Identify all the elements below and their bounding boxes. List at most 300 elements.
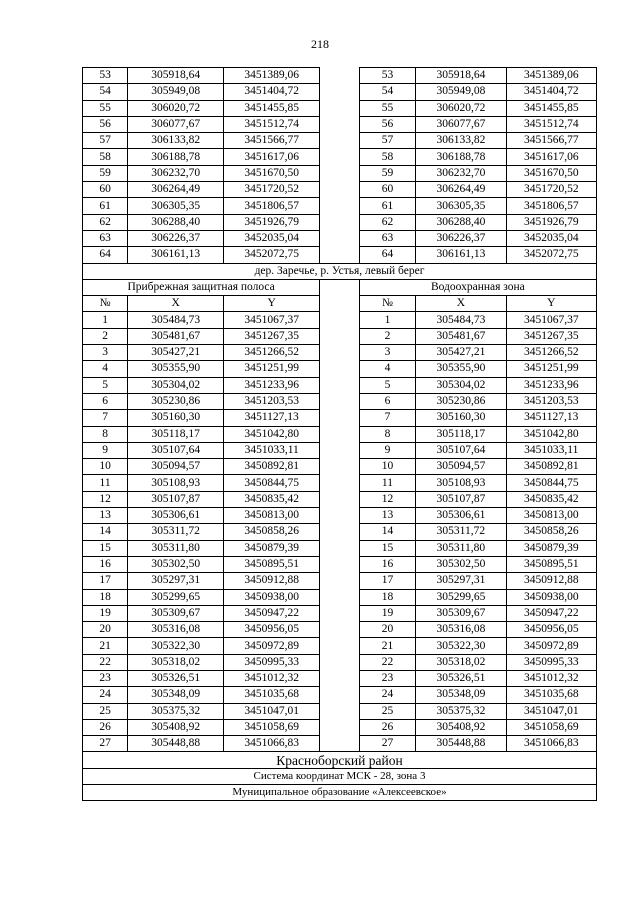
right-row-number: 12 (359, 491, 415, 507)
right-y-value: 3450879,39 (506, 540, 596, 556)
gap-cell (320, 100, 360, 116)
left-y-value: 3450892,81 (224, 459, 320, 475)
right-row-number: 10 (359, 459, 415, 475)
left-y-value: 3450995,33 (224, 654, 320, 670)
left-y-value: 3451512,74 (224, 116, 320, 132)
right-y-value: 3450956,05 (506, 622, 596, 638)
right-y-value: 3450844,75 (506, 475, 596, 491)
left-x-value: 305355,90 (128, 361, 224, 377)
right-y-value: 3450995,33 (506, 654, 596, 670)
gap-cell (320, 182, 360, 198)
right-row-number: 15 (359, 540, 415, 556)
right-y-value: 3451512,74 (506, 116, 596, 132)
left-row-number: 62 (83, 214, 128, 230)
right-row-number: 5 (359, 377, 415, 393)
gap-cell (320, 638, 360, 654)
gap-cell (320, 165, 360, 181)
table-row (83, 556, 597, 572)
table-row (83, 361, 597, 377)
left-y-value: 3451566,77 (224, 133, 320, 149)
right-y-value: 3451251,99 (506, 361, 596, 377)
left-x-value: 305108,93 (128, 475, 224, 491)
district-row (83, 752, 597, 768)
gap-cell (320, 149, 360, 165)
left-x-value: 305160,30 (128, 410, 224, 426)
right-row-number: 7 (359, 410, 415, 426)
gap-cell (320, 116, 360, 132)
right-x-value: 306305,35 (416, 198, 506, 214)
right-x-value: 305302,50 (416, 556, 506, 572)
gap-cell (320, 589, 360, 605)
left-row-number: 9 (83, 442, 128, 458)
left-y-value: 3451617,06 (224, 149, 320, 165)
right-row-number: 20 (359, 622, 415, 638)
right-y-value: 3451033,11 (506, 442, 596, 458)
table-row (83, 328, 597, 344)
right-y-value: 3452035,04 (506, 230, 596, 246)
left-row-number: 64 (83, 247, 128, 263)
left-y-value: 3450947,22 (224, 605, 320, 621)
table-row (83, 670, 597, 686)
gap-cell (320, 605, 360, 621)
right-row-number: 19 (359, 605, 415, 621)
section-header (83, 263, 597, 312)
right-x-value: 305322,30 (416, 638, 506, 654)
table-row (83, 198, 597, 214)
right-row-number: 8 (359, 426, 415, 442)
left-x-value: 305230,86 (128, 393, 224, 409)
left-row-number: 3 (83, 345, 128, 361)
left-row-number: 11 (83, 475, 128, 491)
left-y-value: 3450813,00 (224, 508, 320, 524)
gap-cell (320, 361, 360, 377)
table-row (83, 345, 597, 361)
left-row-number: 10 (83, 459, 128, 475)
right-row-number: 63 (359, 230, 415, 246)
gap-cell (320, 377, 360, 393)
right-row-number: 21 (359, 638, 415, 654)
left-y-value: 3452072,75 (224, 247, 320, 263)
left-row-number: 16 (83, 556, 128, 572)
left-y-value: 3451670,50 (224, 165, 320, 181)
right-x-value: 306161,13 (416, 247, 506, 263)
right-zone-heading: Водоохранная зона (359, 279, 596, 295)
left-row-number: 59 (83, 165, 128, 181)
right-x-value: 305949,08 (416, 84, 506, 100)
gap-cell (320, 393, 360, 409)
right-row-number: 61 (359, 198, 415, 214)
right-y-value: 3450972,89 (506, 638, 596, 654)
right-row-number: 11 (359, 475, 415, 491)
table-row (83, 230, 597, 246)
gap-cell (320, 410, 360, 426)
right-row-number: 55 (359, 100, 415, 116)
gap-cell (320, 475, 360, 491)
left-x-value: 305107,64 (128, 442, 224, 458)
right-x-value: 305304,02 (416, 377, 506, 393)
left-y-value: 3451806,57 (224, 198, 320, 214)
right-x-value: 305481,67 (416, 328, 506, 344)
right-x-value: 305297,31 (416, 573, 506, 589)
left-y-value: 3450895,51 (224, 556, 320, 572)
left-row-number: 60 (83, 182, 128, 198)
right-x-value: 305408,92 (416, 719, 506, 735)
gap-cell (320, 654, 360, 670)
col-number-header: № (83, 296, 128, 312)
table-row (83, 573, 597, 589)
right-y-value: 3451267,35 (506, 328, 596, 344)
left-y-value: 3451035,68 (224, 687, 320, 703)
right-row-number: 4 (359, 361, 415, 377)
col-x-header: X (416, 296, 506, 312)
right-row-number: 54 (359, 84, 415, 100)
right-y-value: 3451047,01 (506, 703, 596, 719)
left-x-value: 306020,72 (128, 100, 224, 116)
right-row-number: 17 (359, 573, 415, 589)
left-x-value: 305427,21 (128, 345, 224, 361)
left-row-number: 22 (83, 654, 128, 670)
right-y-value: 3451617,06 (506, 149, 596, 165)
left-x-value: 305918,64 (128, 68, 224, 84)
right-x-value: 306077,67 (416, 116, 506, 132)
right-x-value: 305107,64 (416, 442, 506, 458)
table-row (83, 605, 597, 621)
right-y-value: 3451035,68 (506, 687, 596, 703)
left-row-number: 61 (83, 198, 128, 214)
gap-cell (320, 573, 360, 589)
table-row (83, 703, 597, 719)
gap-cell (320, 491, 360, 507)
right-y-value: 3451058,69 (506, 719, 596, 735)
district-title: Красноборский район (83, 752, 597, 768)
right-y-value: 3451233,96 (506, 377, 596, 393)
gap-cell (320, 540, 360, 556)
column-header-row (83, 296, 597, 312)
left-row-number: 23 (83, 670, 128, 686)
right-row-number: 27 (359, 736, 415, 752)
table-row (83, 524, 597, 540)
right-y-value: 3451266,52 (506, 345, 596, 361)
table-row (83, 116, 597, 132)
table-row (83, 247, 597, 263)
col-x-header: X (128, 296, 224, 312)
zone-heading-row (83, 279, 597, 295)
gap-cell (320, 214, 360, 230)
left-x-value: 305094,57 (128, 459, 224, 475)
section-title: дер. Заречье, р. Устья, левый берег (83, 263, 597, 279)
right-y-value: 3451066,83 (506, 736, 596, 752)
right-x-value: 305230,86 (416, 393, 506, 409)
left-x-value: 305949,08 (128, 84, 224, 100)
table-row (83, 622, 597, 638)
left-x-value: 306264,49 (128, 182, 224, 198)
gap-cell (320, 68, 360, 84)
right-x-value: 306264,49 (416, 182, 506, 198)
section-title-row (83, 263, 597, 279)
left-y-value: 3451067,37 (224, 312, 320, 328)
table-row (83, 459, 597, 475)
right-x-value: 305107,87 (416, 491, 506, 507)
bottom-section (83, 312, 597, 752)
right-x-value: 306232,70 (416, 165, 506, 181)
left-x-value: 305348,09 (128, 687, 224, 703)
left-y-value: 3451404,72 (224, 84, 320, 100)
top-section (83, 68, 597, 264)
col-y-header: Y (224, 296, 320, 312)
gap-cell (320, 508, 360, 524)
left-x-value: 305118,17 (128, 426, 224, 442)
left-y-value: 3451127,13 (224, 410, 320, 426)
right-row-number: 24 (359, 687, 415, 703)
table-row (83, 68, 597, 84)
left-row-number: 63 (83, 230, 128, 246)
left-y-value: 3451926,79 (224, 214, 320, 230)
right-x-value: 305160,30 (416, 410, 506, 426)
table-row (83, 589, 597, 605)
right-x-value: 305311,72 (416, 524, 506, 540)
gap-cell (320, 622, 360, 638)
right-y-value: 3451012,32 (506, 670, 596, 686)
left-x-value: 305309,67 (128, 605, 224, 621)
left-x-value: 305304,02 (128, 377, 224, 393)
left-row-number: 26 (83, 719, 128, 735)
right-x-value: 305484,73 (416, 312, 506, 328)
gap-cell (320, 312, 360, 328)
right-x-value: 305309,67 (416, 605, 506, 621)
left-x-value: 305484,73 (128, 312, 224, 328)
right-row-number: 22 (359, 654, 415, 670)
left-row-number: 27 (83, 736, 128, 752)
col-y-header: Y (506, 296, 596, 312)
table-row (83, 540, 597, 556)
table-row (83, 393, 597, 409)
left-row-number: 55 (83, 100, 128, 116)
table-row (83, 426, 597, 442)
gap-cell (320, 296, 360, 312)
left-y-value: 3451058,69 (224, 719, 320, 735)
right-row-number: 25 (359, 703, 415, 719)
left-x-value: 305107,87 (128, 491, 224, 507)
right-row-number: 18 (359, 589, 415, 605)
right-y-value: 3450912,88 (506, 573, 596, 589)
left-row-number: 25 (83, 703, 128, 719)
left-x-value: 305316,08 (128, 622, 224, 638)
right-x-value: 305118,17 (416, 426, 506, 442)
left-y-value: 3451047,01 (224, 703, 320, 719)
left-x-value: 306226,37 (128, 230, 224, 246)
left-row-number: 54 (83, 84, 128, 100)
gap-cell (320, 328, 360, 344)
left-y-value: 3451066,83 (224, 736, 320, 752)
right-row-number: 2 (359, 328, 415, 344)
right-x-value: 305375,32 (416, 703, 506, 719)
right-y-value: 3451127,13 (506, 410, 596, 426)
left-x-value: 306288,40 (128, 214, 224, 230)
right-y-value: 3451806,57 (506, 198, 596, 214)
left-x-value: 305306,61 (128, 508, 224, 524)
right-y-value: 3450813,00 (506, 508, 596, 524)
left-row-number: 8 (83, 426, 128, 442)
coord-system-row (83, 768, 597, 784)
table-row (83, 377, 597, 393)
right-row-number: 64 (359, 247, 415, 263)
gap-cell (320, 279, 360, 295)
table-row (83, 442, 597, 458)
gap-cell (320, 736, 360, 752)
table-row (83, 165, 597, 181)
right-row-number: 23 (359, 670, 415, 686)
left-x-value: 305318,02 (128, 654, 224, 670)
coord-system-label: Система координат МСК - 28, зона 3 (83, 768, 597, 784)
right-y-value: 3452072,75 (506, 247, 596, 263)
gap-cell (320, 459, 360, 475)
left-y-value: 3451720,52 (224, 182, 320, 198)
right-row-number: 62 (359, 214, 415, 230)
right-x-value: 305306,61 (416, 508, 506, 524)
right-row-number: 9 (359, 442, 415, 458)
right-y-value: 3451455,85 (506, 100, 596, 116)
table-row (83, 687, 597, 703)
left-y-value: 3450835,42 (224, 491, 320, 507)
right-y-value: 3451566,77 (506, 133, 596, 149)
right-x-value: 305094,57 (416, 459, 506, 475)
right-row-number: 26 (359, 719, 415, 735)
left-y-value: 3451012,32 (224, 670, 320, 686)
left-row-number: 56 (83, 116, 128, 132)
right-x-value: 306188,78 (416, 149, 506, 165)
right-y-value: 3451203,53 (506, 393, 596, 409)
left-y-value: 3451266,52 (224, 345, 320, 361)
right-y-value: 3451926,79 (506, 214, 596, 230)
left-x-value: 305408,92 (128, 719, 224, 735)
left-row-number: 21 (83, 638, 128, 654)
right-y-value: 3450938,00 (506, 589, 596, 605)
left-row-number: 15 (83, 540, 128, 556)
left-row-number: 2 (83, 328, 128, 344)
right-y-value: 3451389,06 (506, 68, 596, 84)
right-x-value: 305918,64 (416, 68, 506, 84)
left-y-value: 3450956,05 (224, 622, 320, 638)
left-row-number: 20 (83, 622, 128, 638)
table-row (83, 149, 597, 165)
left-y-value: 3451251,99 (224, 361, 320, 377)
left-row-number: 53 (83, 68, 128, 84)
right-y-value: 3451670,50 (506, 165, 596, 181)
right-y-value: 3450858,26 (506, 524, 596, 540)
right-row-number: 59 (359, 165, 415, 181)
table-row (83, 508, 597, 524)
left-y-value: 3451042,80 (224, 426, 320, 442)
left-row-number: 13 (83, 508, 128, 524)
left-y-value: 3451389,06 (224, 68, 320, 84)
table-row (83, 654, 597, 670)
left-row-number: 17 (83, 573, 128, 589)
right-y-value: 3450892,81 (506, 459, 596, 475)
right-y-value: 3451404,72 (506, 84, 596, 100)
right-row-number: 58 (359, 149, 415, 165)
left-x-value: 306232,70 (128, 165, 224, 181)
municipality-row (83, 785, 597, 801)
right-y-value: 3450895,51 (506, 556, 596, 572)
gap-cell (320, 670, 360, 686)
gap-cell (320, 442, 360, 458)
left-row-number: 58 (83, 149, 128, 165)
right-y-value: 3450835,42 (506, 491, 596, 507)
right-x-value: 306020,72 (416, 100, 506, 116)
right-x-value: 305348,09 (416, 687, 506, 703)
left-x-value: 305302,50 (128, 556, 224, 572)
left-x-value: 305326,51 (128, 670, 224, 686)
right-x-value: 305108,93 (416, 475, 506, 491)
table-row (83, 182, 597, 198)
left-x-value: 306133,82 (128, 133, 224, 149)
left-x-value: 305297,31 (128, 573, 224, 589)
footer-section (83, 752, 597, 801)
left-y-value: 3451203,53 (224, 393, 320, 409)
municipality-label: Муниципальное образование «Алексеевское» (83, 785, 597, 801)
right-row-number: 1 (359, 312, 415, 328)
left-row-number: 57 (83, 133, 128, 149)
left-y-value: 3451033,11 (224, 442, 320, 458)
table-row (83, 410, 597, 426)
left-x-value: 306188,78 (128, 149, 224, 165)
left-x-value: 306077,67 (128, 116, 224, 132)
left-row-number: 24 (83, 687, 128, 703)
table-row (83, 133, 597, 149)
left-row-number: 4 (83, 361, 128, 377)
col-number-header: № (359, 296, 415, 312)
gap-cell (320, 703, 360, 719)
table-row (83, 475, 597, 491)
left-row-number: 6 (83, 393, 128, 409)
left-row-number: 7 (83, 410, 128, 426)
right-row-number: 16 (359, 556, 415, 572)
right-x-value: 305427,21 (416, 345, 506, 361)
table-row (83, 100, 597, 116)
page-number: 218 (311, 37, 329, 51)
right-y-value: 3450947,22 (506, 605, 596, 621)
right-row-number: 3 (359, 345, 415, 361)
right-y-value: 3451720,52 (506, 182, 596, 198)
gap-cell (320, 84, 360, 100)
right-x-value: 305326,51 (416, 670, 506, 686)
right-row-number: 6 (359, 393, 415, 409)
table-row (83, 84, 597, 100)
left-y-value: 3450879,39 (224, 540, 320, 556)
left-x-value: 305322,30 (128, 638, 224, 654)
gap-cell (320, 133, 360, 149)
left-x-value: 305299,65 (128, 589, 224, 605)
table-row (83, 312, 597, 328)
left-x-value: 306161,13 (128, 247, 224, 263)
left-y-value: 3450912,88 (224, 573, 320, 589)
left-row-number: 12 (83, 491, 128, 507)
left-x-value: 306305,35 (128, 198, 224, 214)
left-x-value: 305448,88 (128, 736, 224, 752)
left-x-value: 305311,72 (128, 524, 224, 540)
right-row-number: 13 (359, 508, 415, 524)
gap-cell (320, 524, 360, 540)
left-y-value: 3450938,00 (224, 589, 320, 605)
gap-cell (320, 426, 360, 442)
left-x-value: 305481,67 (128, 328, 224, 344)
right-x-value: 305318,02 (416, 654, 506, 670)
left-y-value: 3450858,26 (224, 524, 320, 540)
right-x-value: 306133,82 (416, 133, 506, 149)
left-x-value: 305375,32 (128, 703, 224, 719)
table-row (83, 638, 597, 654)
left-row-number: 19 (83, 605, 128, 621)
